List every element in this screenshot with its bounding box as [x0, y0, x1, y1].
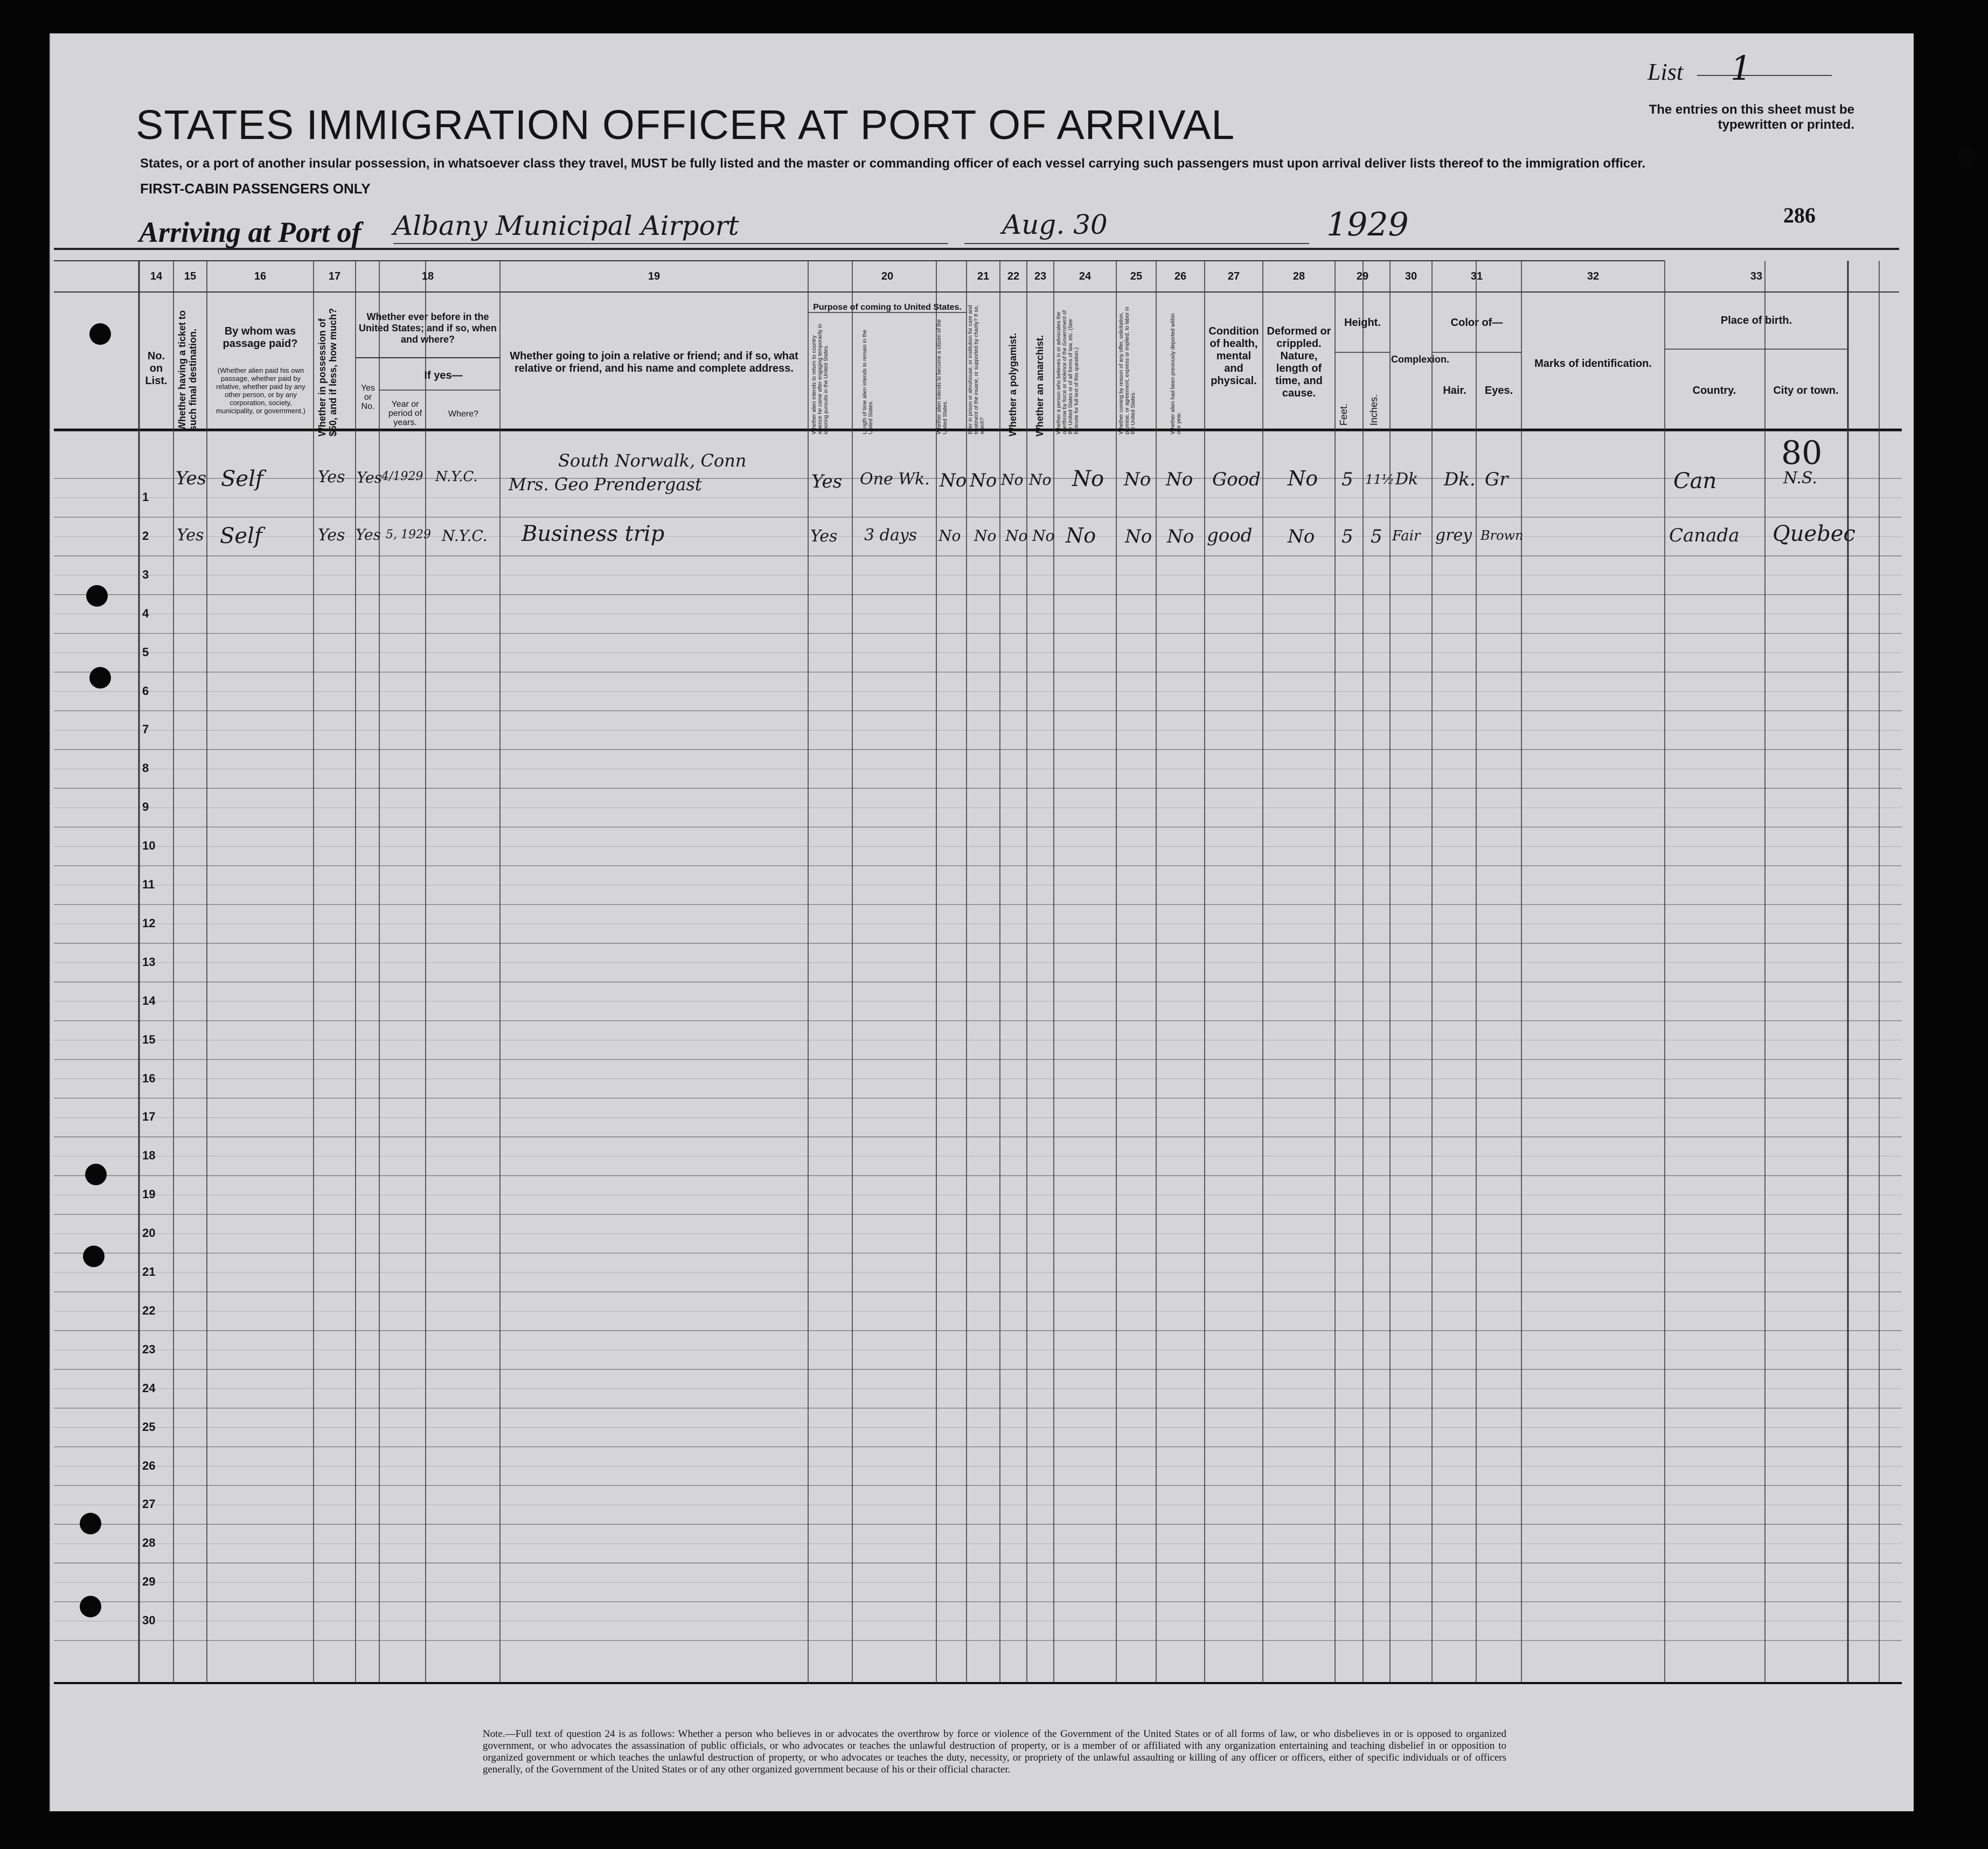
row-number: 12 [142, 916, 156, 930]
header-deported: Whether alien had been previously deported within one year. [1170, 313, 1182, 434]
cell-inches: 11½ [1365, 472, 1394, 487]
cell-labor-offer: No [1125, 526, 1152, 547]
column-number: 27 [1227, 270, 1240, 282]
cell-hair: grey [1435, 526, 1472, 545]
cell-length: One Wk. [860, 470, 930, 489]
column-number: 23 [1034, 270, 1047, 282]
cell-feet: 5 [1341, 526, 1353, 547]
header-health: Condition of health, mental and physical. [1208, 325, 1259, 387]
row-number: 6 [142, 684, 149, 698]
cell-complexion: Dk [1395, 470, 1419, 489]
row-number: 19 [142, 1187, 156, 1201]
cell-before-us: Yes [357, 469, 382, 486]
row-number: 16 [142, 1071, 156, 1085]
cell-year: 5, 1929 [386, 528, 431, 541]
cell-return: Yes [811, 471, 843, 492]
cell-health: good [1207, 525, 1253, 546]
row-number: 18 [142, 1149, 156, 1163]
date-value: Aug. 30 [1002, 209, 1108, 240]
cell-before-us: Yes [356, 526, 381, 544]
row-number: 30 [142, 1614, 156, 1628]
entries-note: The entries on this sheet must be typewritten or printed. [1649, 102, 1854, 132]
header-eyes: Eyes. [1484, 385, 1513, 397]
cell-join-name: Mrs. Geo Prendergast [509, 474, 702, 495]
header-feet: Feet. [1338, 403, 1349, 426]
column-number: 30 [1405, 270, 1417, 282]
header-anarchist: Whether an anarchist. [1034, 335, 1045, 436]
cell-paid-by: Self [221, 467, 263, 491]
header-place-of-birth: Place of birth. [1720, 315, 1792, 326]
cell-city: N.S. [1783, 469, 1817, 488]
row-number: 7 [142, 722, 149, 736]
cell-inches: 5 [1371, 526, 1382, 547]
punch-hole [86, 585, 108, 607]
column-number: 18 [421, 270, 434, 282]
row-number: 20 [142, 1226, 156, 1240]
column-number: 31 [1470, 270, 1483, 282]
year-value: 1929 [1326, 206, 1409, 244]
row-number: 15 [142, 1032, 156, 1046]
cell-ticket: Yes [177, 526, 204, 545]
header-purpose-length: Length of time alien intends to remain in the United States. [862, 329, 874, 434]
header-marks: Marks of identification. [1534, 358, 1652, 370]
row-number: 22 [142, 1303, 156, 1317]
cell-overthrow: No [1072, 467, 1104, 491]
header-color-of: Color of— [1450, 317, 1503, 329]
row-number: 24 [142, 1381, 156, 1395]
row-number: 1 [142, 490, 149, 504]
cell-overthrow: No [1066, 524, 1096, 547]
cell-deformed: No [1288, 526, 1315, 547]
cell-has-50: Yes [318, 526, 345, 545]
row-number: 8 [142, 761, 149, 775]
column-number: 15 [184, 270, 197, 282]
cell-prison: No [970, 470, 997, 491]
cell-polygamist: No [1001, 471, 1024, 489]
column-number: 29 [1356, 270, 1369, 282]
list-number: 1 [1730, 48, 1752, 88]
column-number: 17 [328, 270, 341, 282]
row-number: 3 [142, 567, 149, 581]
punch-hole [89, 667, 111, 689]
row-number: 4 [142, 606, 149, 620]
row-number: 14 [142, 993, 156, 1007]
punch-hole [85, 1164, 107, 1185]
list-label: List [1648, 59, 1684, 85]
column-number: 26 [1174, 270, 1187, 282]
row-number: 28 [142, 1536, 156, 1550]
cell-has-50: Yes [318, 468, 345, 486]
cell-country: Canada [1669, 525, 1740, 546]
cell-anarchist: No [1029, 471, 1052, 489]
header-passage-paid-sub: (Whether alien paid his own passage, whether paid by relative, whether paid by any other person, or by any corporation, society, municipality, or government.) [216, 366, 305, 415]
punch-hole [80, 1513, 101, 1534]
row-number: 13 [142, 955, 156, 969]
row-number: 5 [142, 645, 149, 659]
header-if-yes: If yes— [424, 370, 463, 381]
cell-complexion: Fair [1392, 528, 1421, 544]
header-city: City or town. [1773, 385, 1839, 397]
cell-citizen: No [940, 470, 967, 491]
header-purpose-citizen: Whether alien intends to become a citizen of the United States. [936, 319, 948, 434]
row-number: 26 [142, 1458, 156, 1472]
header-possession-50: Whether in possession of $50, and if less, how much? [317, 308, 338, 436]
column-number: 21 [977, 270, 990, 282]
header-purpose-return: Whether alien intends to return to country whence he came after engaging temporarily in laboring pursuits in the United States. [811, 323, 829, 434]
header-inches: Inches. [1368, 394, 1379, 426]
cell-feet: 5 [1341, 469, 1353, 490]
cell-ticket: Yes [176, 468, 207, 489]
footnote-text: —Full text of question 24 is as follows: Whether a person who believes in or advocates the overthrow by force or violence of the Government of the United States or of all forms of law, or who disbelieves in or is opposed to organized government, or who advocates the assassination of public officials, or who advocates or teaches the unlawful destruction of property, or is a member of or affiliated with any organization entertaining and teaching disbelief in or opposition to organized government or which teaches the unlawful destruction of property, or who advocates or teaches the duty, necessity, or propriety of the unlawful assaulting or killing of any officer or officers, either of specific individuals or of officers generally, of the Government of the United States or of any other organized government because of his or their official character. [483, 1728, 1506, 1775]
cell-anarchist: No [1032, 527, 1055, 545]
cell-where: N.Y.C. [442, 527, 488, 545]
row-number: 9 [142, 800, 149, 814]
cell-paid-by: Self [220, 524, 262, 548]
header-purpose: Purpose of coming to United States. [813, 303, 962, 312]
column-number: 28 [1292, 270, 1305, 282]
cell-where: N.Y.C. [435, 469, 478, 485]
row-number: 23 [142, 1342, 156, 1356]
cell-return: Yes [810, 527, 838, 546]
row-number: 11 [142, 878, 155, 891]
cell-prison: No [974, 527, 997, 545]
cell-citizen: No [939, 527, 961, 545]
cell-hair: Dk. [1444, 469, 1476, 490]
header-complexion: Complexion. [1391, 354, 1450, 365]
punch-hole [1958, 149, 1976, 167]
cell-year: 4/1929 [381, 470, 423, 483]
cell-polygamist: No [1005, 527, 1028, 545]
header-no-on-list: No. on List. [145, 350, 168, 387]
column-number: 16 [254, 270, 267, 282]
header-ticket: Whether having a ticket to such final destination. [177, 310, 198, 431]
cell-eyes: Gr [1485, 469, 1509, 490]
cell-length: 3 days [864, 526, 917, 545]
row-number: 10 [142, 839, 156, 853]
cell-deported: No [1167, 526, 1194, 547]
class-subtitle: FIRST-CABIN PASSENGERS ONLY [140, 180, 371, 197]
cell-health: Good [1212, 469, 1261, 490]
arriving-label: Arriving at Port of [139, 216, 362, 248]
header-labor-offer: Whether coming by reason of any offer, solicitation, promise, or agreement, express or implied, to labor in the United States. [1118, 307, 1136, 434]
punch-hole [80, 1596, 101, 1617]
punch-hole [89, 323, 111, 345]
sheet-number: 286 [1783, 203, 1816, 227]
column-number: 25 [1130, 270, 1143, 282]
column-number: 24 [1079, 270, 1092, 282]
cell-eyes: Brown [1480, 528, 1524, 543]
row-number: 2 [142, 529, 149, 543]
row-number: 21 [142, 1265, 156, 1278]
punch-hole [83, 1246, 105, 1267]
header-before-in-us: Whether ever before in the United States; and if so, when and where? [358, 311, 497, 345]
header-polygamist: Whether a polygamist. [1007, 332, 1018, 436]
row-number: 17 [142, 1110, 156, 1124]
cell-deformed: No [1288, 467, 1318, 490]
header-country: Country. [1692, 385, 1736, 397]
page-title: STATES IMMIGRATION OFFICER AT PORT OF ARRIVAL [136, 102, 1235, 148]
instruction-text: States, or a port of another insular possession, in whatsoever class they travel, MUST be fully listed and the master or commanding officer of each vessel carrying such passengers must upon arrival deliver lists thereof to the immigration officer. [140, 156, 1646, 171]
header-height: Height. [1344, 317, 1381, 329]
header-join-relative: Whether going to join a relative or friend; and if so, what relative or friend, and his name and complete address. [510, 350, 798, 374]
cell-join-address: South Norwalk, Conn [558, 450, 747, 471]
header-deformed: Deformed or crippled. Nature, length of time, and cause. [1267, 325, 1331, 399]
cell-city: Quebec [1772, 522, 1855, 546]
column-number: 22 [1007, 270, 1020, 282]
cell-annotation: 80 [1781, 434, 1823, 472]
header-yes-or-no: Yes or No. [360, 384, 376, 411]
column-number: 33 [1750, 270, 1763, 282]
header-year-period: Year or period of years. [388, 400, 422, 427]
footnote [483, 1728, 1506, 1776]
cell-country: Can [1673, 469, 1717, 493]
header-prison: Ever in prison or almshouse, or institution for care and treatment of the insane, or supported by charity? If so, which? [968, 305, 985, 434]
column-number: 20 [881, 270, 894, 282]
row-number: 29 [142, 1575, 156, 1589]
port-value: Albany Municipal Airport [393, 210, 739, 241]
column-number: 14 [150, 270, 163, 282]
column-number: 32 [1587, 270, 1600, 282]
column-number: 19 [648, 270, 661, 282]
header-where: Where? [448, 409, 479, 419]
header-hair: Hair. [1443, 385, 1466, 397]
row-number: 25 [142, 1420, 156, 1434]
cell-deported: No [1166, 469, 1193, 490]
cell-labor-offer: No [1124, 469, 1151, 490]
header-passage-paid: By whom was passage paid? [223, 325, 298, 350]
header-overthrow: Whether a person who believes in or advocates the overthrow by force or violence of the Government of the United States or of all forms of law, etc. (See footnote for full text of this question.) [1056, 310, 1080, 434]
footnote-label: Note. [483, 1728, 505, 1740]
cell-join-name: Business trip [522, 522, 665, 546]
row-number: 27 [142, 1497, 156, 1511]
